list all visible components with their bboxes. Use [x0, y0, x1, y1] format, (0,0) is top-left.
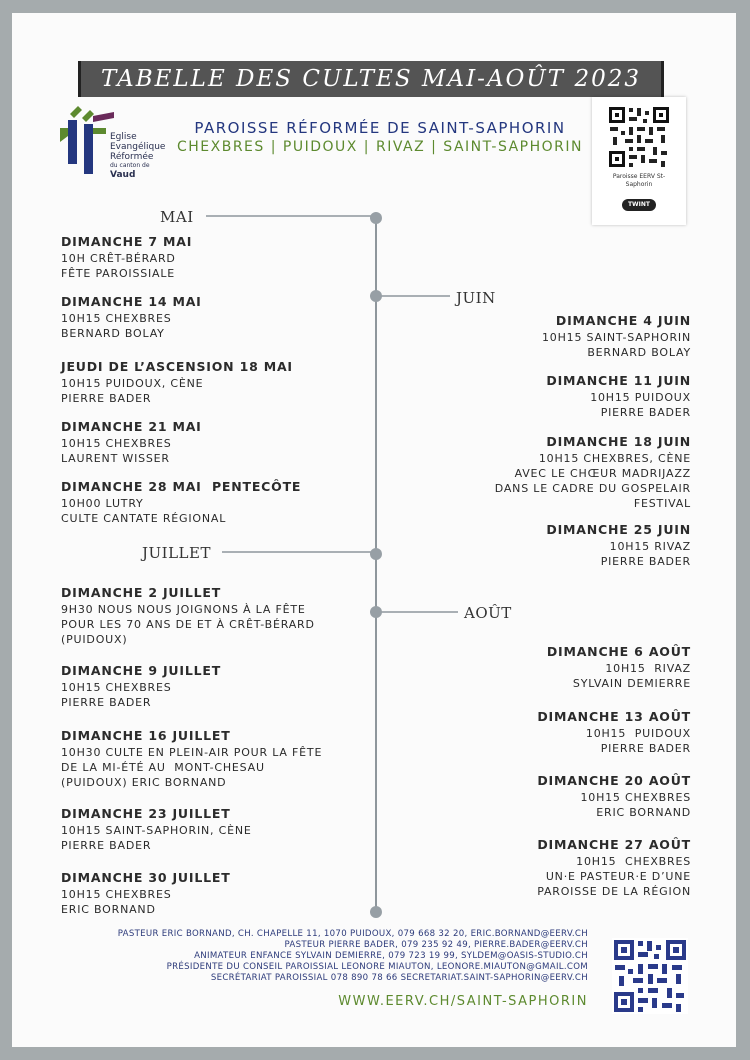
month-juin: JUIN: [456, 289, 496, 307]
event-line: 10H15 RIVAZ: [609, 540, 691, 553]
event-line: POUR LES 70 ANS DE ET À CRÊT-BÉRARD: [61, 618, 315, 631]
event-18-juin: [361, 433, 691, 511]
event-line: 10H15 SAINT-SAPHORIN, CÈNE: [61, 824, 252, 837]
event-line: (PUIDOUX): [61, 633, 128, 646]
event-line: 10H15 CHEXBRES: [61, 437, 172, 450]
event-heading: DIMANCHE 6 AOÛT: [546, 644, 691, 659]
event-heading: JEUDI DE L’ASCENSION 18 MAI: [61, 359, 293, 374]
event-23-juillet: [61, 805, 391, 853]
event-heading: DIMANCHE 2 JUILLET: [61, 585, 222, 600]
event-line: DE LA MI-ÉTÉ AU MONT-CHESAU: [61, 761, 265, 774]
parish-name: PAROISSE RÉFORMÉE DE SAINT-SAPHORIN: [194, 119, 566, 137]
logo-text-5: Vaud: [110, 170, 136, 180]
month-aout: AOÛT: [464, 604, 512, 622]
event-line: PIERRE BADER: [600, 742, 691, 755]
event-line: 9H30 NOUS NOUS JOIGNONS À LA FÊTE: [61, 603, 306, 616]
twint-caption-1: Paroisse EERV St-: [612, 173, 666, 180]
event-21-mai: [61, 418, 391, 466]
event-16-juillet: [61, 727, 391, 790]
event-7-mai: [61, 233, 391, 281]
event-line: AVEC LE CHŒUR MADRIJAZZ: [514, 467, 691, 480]
event-line: PAROISSE DE LA RÉGION: [537, 885, 691, 898]
event-line: 10H15 SAINT-SAPHORIN: [541, 331, 691, 344]
event-6-aout: [361, 643, 691, 691]
event-heading: DIMANCHE 18 JUIN: [546, 434, 691, 449]
event-line: 10H15 CHEXBRES: [580, 791, 691, 804]
month-juillet: JUILLET: [142, 544, 211, 562]
event-heading: DIMANCHE 21 MAI: [61, 419, 202, 434]
event-2-juillet: [61, 584, 391, 647]
contact-block: [60, 929, 588, 984]
logo-text-1: Eglise: [110, 132, 137, 142]
event-line: 10H15 CHEXBRES: [61, 681, 172, 694]
event-25-juin: [361, 521, 691, 569]
event-heading: DIMANCHE 16 JUILLET: [61, 728, 231, 743]
event-line: ERIC BORNAND: [596, 806, 691, 819]
event-27-aout: [361, 836, 691, 899]
event-heading: DIMANCHE 28 MAI PENTECÔTE: [61, 479, 302, 494]
event-9-juillet: [61, 662, 391, 710]
event-30-juillet: [61, 869, 391, 917]
event-heading: DIMANCHE 30 JUILLET: [61, 870, 231, 885]
twint-badge-label: TWINT: [627, 201, 651, 208]
event-11-juin: [361, 372, 691, 420]
parish-places: CHEXBRES | PUIDOUX | RIVAZ | SAINT-SAPHORIN: [176, 139, 583, 155]
event-line: PIERRE BADER: [61, 696, 152, 709]
event-line: UN·E PASTEUR·E D’UNE: [545, 870, 691, 883]
website-qr-code: [612, 938, 688, 1014]
event-heading: DIMANCHE 25 JUIN: [546, 522, 691, 537]
event-line: ERIC BORNAND: [61, 903, 156, 916]
event-heading: DIMANCHE 4 JUIN: [555, 313, 691, 328]
dot-mai: [370, 212, 382, 224]
logo-text-2: Evangélique: [110, 142, 166, 152]
event-line: 10H15 RIVAZ: [605, 662, 691, 675]
contact-line: ANIMATEUR ENFANCE SYLVAIN DEMIERRE, 079 723 19 99, SYLDEM@OASIS-STUDIO.CH: [194, 951, 588, 961]
poster-title: TABELLE DES CULTES MAI-AOÛT 2023: [78, 61, 664, 97]
event-line: 10H15 PUIDOUX: [585, 727, 691, 740]
event-line: (PUIDOUX) ERIC BORNAND: [61, 776, 227, 789]
event-line: 10H30 CULTE EN PLEIN-AIR POUR LA FÊTE: [61, 746, 323, 759]
event-14-mai: [61, 293, 391, 341]
event-line: FÊTE PAROISSIALE: [61, 267, 176, 280]
website-link[interactable]: WWW.EERV.CH/SAINT-SAPHORIN: [338, 994, 588, 1009]
event-line: LAURENT WISSER: [61, 452, 170, 465]
event-heading: DIMANCHE 11 JUIN: [546, 373, 691, 388]
contact-line: SECRÉTARIAT PAROISSIAL 078 890 78 66 SECRETARIAT.SAINT-SAPHORIN@EERV.CH: [210, 973, 588, 983]
event-line: SYLVAIN DEMIERRE: [572, 677, 691, 690]
logo-text-3: Réformée: [110, 152, 154, 162]
month-mai: MAI: [160, 208, 194, 226]
event-heading: DIMANCHE 23 JUILLET: [61, 806, 231, 821]
event-line: 10H00 LUTRY: [61, 497, 144, 510]
event-heading: DIMANCHE 27 AOÛT: [537, 837, 691, 852]
event-heading: DIMANCHE 9 JUILLET: [61, 663, 222, 678]
event-20-aout: [361, 772, 691, 820]
event-line: PIERRE BADER: [600, 406, 691, 419]
event-heading: DIMANCHE 20 AOÛT: [537, 773, 691, 788]
contact-line: PASTEUR ERIC BORNAND, CH. CHAPELLE 11, 1070 PUIDOUX, 079 668 32 20, ERIC.BORNAND@EERV.CH: [117, 929, 588, 939]
event-line: FESTIVAL: [633, 497, 691, 510]
event-line: 10H15 PUIDOUX: [590, 391, 691, 404]
event-line: PIERRE BADER: [61, 392, 152, 405]
event-line: 10H15 PUIDOUX, CÈNE: [61, 377, 204, 390]
event-line: CULTE CANTATE RÉGIONAL: [61, 512, 227, 525]
event-line: 10H15 CHEXBRES: [61, 312, 172, 325]
contact-line: PASTEUR PIERRE BADER, 079 235 92 49, PIERRE.BADER@EERV.CH: [284, 940, 588, 950]
event-13-aout: [361, 708, 691, 756]
event-18-mai: [61, 358, 391, 406]
event-line: 10H15 CHEXBRES: [576, 855, 691, 868]
event-line: 10H15 CHEXBRES: [61, 888, 172, 901]
event-line: BERNARD BOLAY: [587, 346, 691, 359]
event-28-mai: [61, 478, 391, 526]
logo-text-4: du canton de: [110, 162, 150, 169]
event-line: 10H15 CHEXBRES, CÈNE: [538, 452, 691, 465]
event-heading: DIMANCHE 7 MAI: [61, 234, 193, 249]
event-line: 10H CRÊT-BÉRARD: [61, 252, 176, 265]
event-4-juin: [361, 312, 691, 360]
event-line: BERNARD BOLAY: [61, 327, 165, 340]
event-line: PIERRE BADER: [600, 555, 691, 568]
twint-caption-2: Saphorin: [625, 181, 653, 188]
event-heading: DIMANCHE 13 AOÛT: [537, 709, 691, 724]
event-line: PIERRE BADER: [61, 839, 152, 852]
event-line: DANS LE CADRE DU GOSPELAIR: [494, 482, 691, 495]
contact-line: PRÉSIDENTE DU CONSEIL PAROISSIAL LEONORE MIAUTON, LEONORE.MIAUTON@GMAIL.COM: [166, 962, 588, 972]
event-heading: DIMANCHE 14 MAI: [61, 294, 202, 309]
